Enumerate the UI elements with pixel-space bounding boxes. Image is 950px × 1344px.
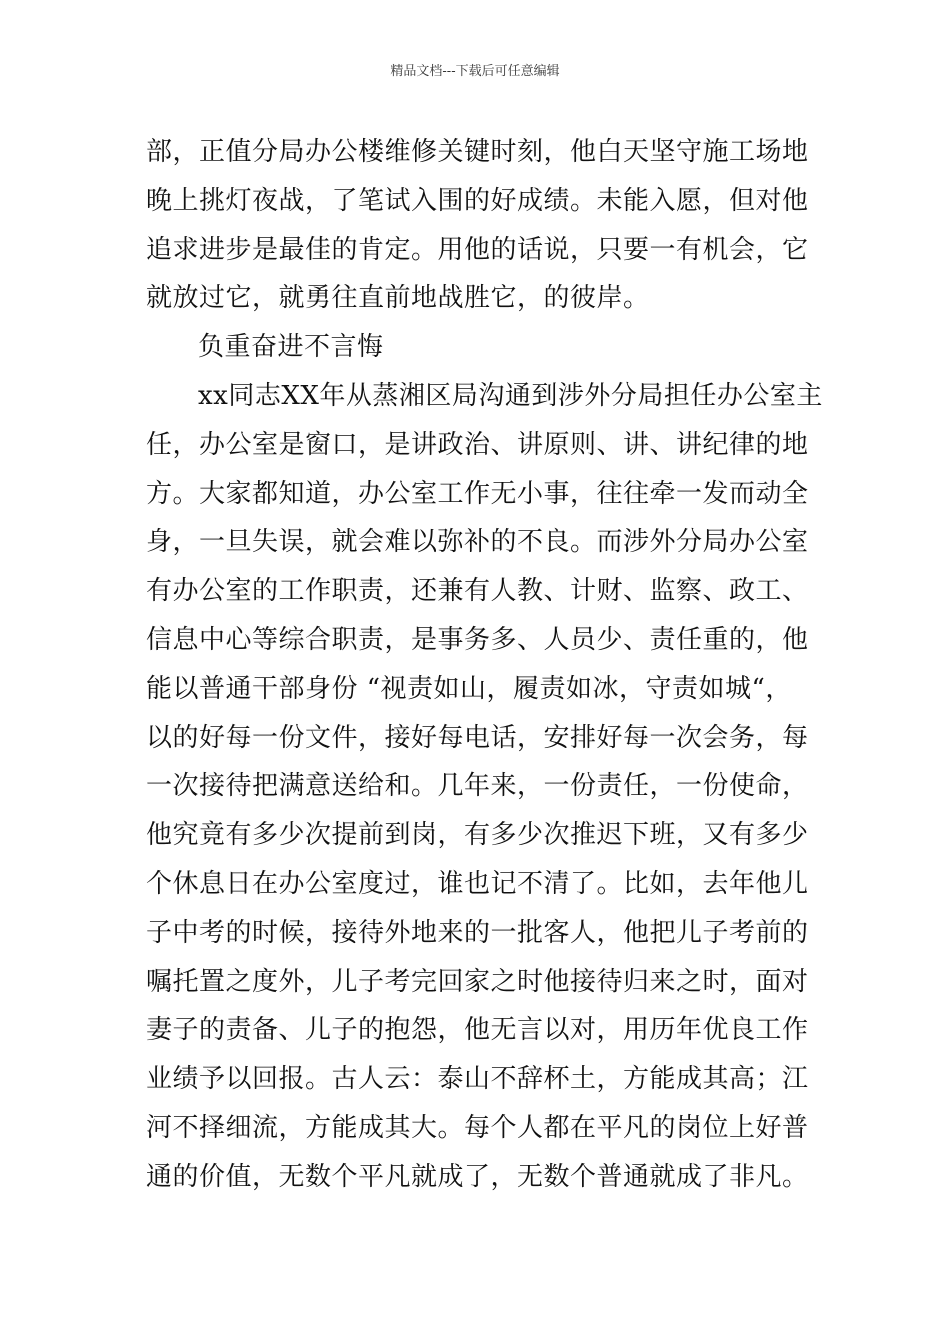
text-line: 妻子的责备、儿子的抱怨，他无言以对，用历年优良工作 <box>146 1015 809 1046</box>
text-line: 通的价值，无数个平凡就成了，无数个普通就成了非凡。 <box>146 1161 809 1192</box>
text-line: 能以普通干部身份 “视责如山，履责如冰，守责如城“， <box>146 673 792 704</box>
text-line: 任，办公室是窗口，是讲政治、讲原则、讲、讲纪律的地 <box>146 429 809 460</box>
text-line: 嘱托置之度外，儿子考完回家之时他接待归来之时，面对 <box>146 966 809 997</box>
text-line: 个休息日在办公室度过，谁也记不清了。比如，去年他儿 <box>146 868 809 899</box>
text-line: 子中考的时候，接待外地来的一批客人，他把儿子考前的 <box>146 917 809 948</box>
text-line: 以的好每一份文件，接好每电话，安排好每一次会务，每 <box>146 722 809 753</box>
text-line: 有办公室的工作职责，还兼有人教、计财、监察、政工、 <box>146 576 809 607</box>
text-line: 晚上挑灯夜战，了笔试入围的好成绩。未能入愿，但对他 <box>146 185 809 216</box>
section-heading: 负重奋进不言悔 <box>198 332 384 363</box>
text-line: 追求进步是最佳的肯定。用他的话说，只要一有机会，它 <box>146 234 809 265</box>
text-line: 他究竟有多少次提前到岗，有多少次推迟下班，又有多少 <box>146 820 809 851</box>
text-line: 一次接待把满意送给和。几年来，一份责任，一份使命， <box>146 771 809 802</box>
page-header: 精品文档---下载后可任意编辑 <box>390 64 560 79</box>
text-line: 部，正值分局办公楼维修关键时刻，他白天坚守施工场地 <box>146 137 809 167</box>
text-line: 信息中心等综合职责，是事务多、人员少、责任重的，他 <box>146 624 809 655</box>
document-body <box>146 128 823 1202</box>
text-line: 就放过它，就勇往直前地战胜它，的彼岸。 <box>146 283 650 314</box>
text-line: 方。大家都知道，办公室工作无小事，往往牵一发而动全 <box>146 478 809 509</box>
text-line: 业绩予以回报。古人云：泰山不辞杯土，方能成其高；江 <box>146 1064 809 1095</box>
text-line: 身，一旦失误，就会难以弥补的不良。而涉外分局办公室 <box>146 527 809 558</box>
text-line: 河不择细流，方能成其大。每个人都在平凡的岗位上好普 <box>146 1112 809 1143</box>
paragraph-first-line: xx同志XX年从蒸湘区局沟通到涉外分局担任办公室主 <box>198 380 823 411</box>
